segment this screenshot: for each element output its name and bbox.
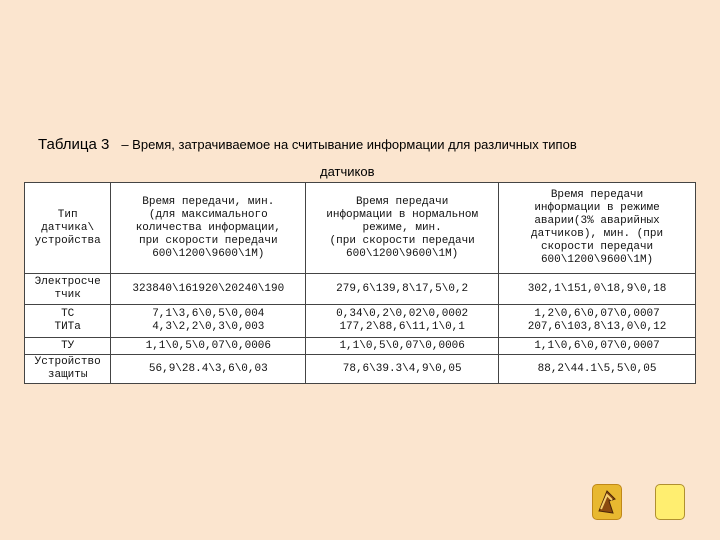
device-type-cell: ТС ТИТа	[25, 305, 111, 338]
prev-slide-button[interactable]	[592, 484, 622, 520]
header-max-transfer-time: Время передачи, мин. (для максимального количества информации, при скорости передачи 600\1200\9600\1M)	[111, 183, 306, 274]
next-slide-button[interactable]	[655, 484, 685, 520]
table-row	[25, 338, 696, 355]
table-caption	[38, 136, 698, 179]
normal-time-cell: 1,1\0,5\0,07\0,0006	[306, 338, 499, 355]
header-alarm-mode-time: Время передачи информации в режиме аварии(3% аварийных датчиков), мин. (при скорости передачи 600\1200\9600\1M)	[499, 183, 696, 274]
caption-text-line1: – Время, затрачиваемое на считывание информации для различных типов	[121, 137, 577, 152]
header-device-type: Тип датчика\ устройства	[25, 183, 111, 274]
alarm-time-cell: 1,1\0,6\0,07\0,0007	[499, 338, 696, 355]
max-time-cell: 7,1\3,6\0,5\0,004 4,3\2,2\0,3\0,003	[111, 305, 306, 338]
table-number: Таблица 3	[38, 136, 110, 153]
table-row	[25, 355, 696, 384]
table-row	[25, 274, 696, 305]
device-type-cell: ТУ	[25, 338, 111, 355]
caption-text-line2: датчиков	[320, 164, 375, 179]
data-table	[24, 182, 696, 384]
device-type-cell: Электросче тчик	[25, 274, 111, 305]
normal-time-cell: 279,6\139,8\17,5\0,2	[306, 274, 499, 305]
header-row	[25, 183, 696, 274]
max-time-cell: 56,9\28.4\3,6\0,03	[111, 355, 306, 384]
alarm-time-cell: 88,2\44.1\5,5\0,05	[499, 355, 696, 384]
normal-time-cell: 78,6\39.3\4,9\0,05	[306, 355, 499, 384]
max-time-cell: 1,1\0,5\0,07\0,0006	[111, 338, 306, 355]
table-row	[25, 305, 696, 338]
device-type-cell: Устройство защиты	[25, 355, 111, 384]
normal-time-cell: 0,34\0,2\0,02\0,0002 177,2\88,6\11,1\0,1	[306, 305, 499, 338]
header-normal-mode-time: Время передачи информации в нормальном режиме, мин. (при скорости передачи 600\1200\9600\1M)	[306, 183, 499, 274]
alarm-time-cell: 302,1\151,0\18,9\0,18	[499, 274, 696, 305]
max-time-cell: 323840\161920\20240\190	[111, 274, 306, 305]
prev-slide-icon	[593, 485, 621, 519]
alarm-time-cell: 1,2\0,6\0,07\0,0007 207,6\103,8\13,0\0,12	[499, 305, 696, 338]
